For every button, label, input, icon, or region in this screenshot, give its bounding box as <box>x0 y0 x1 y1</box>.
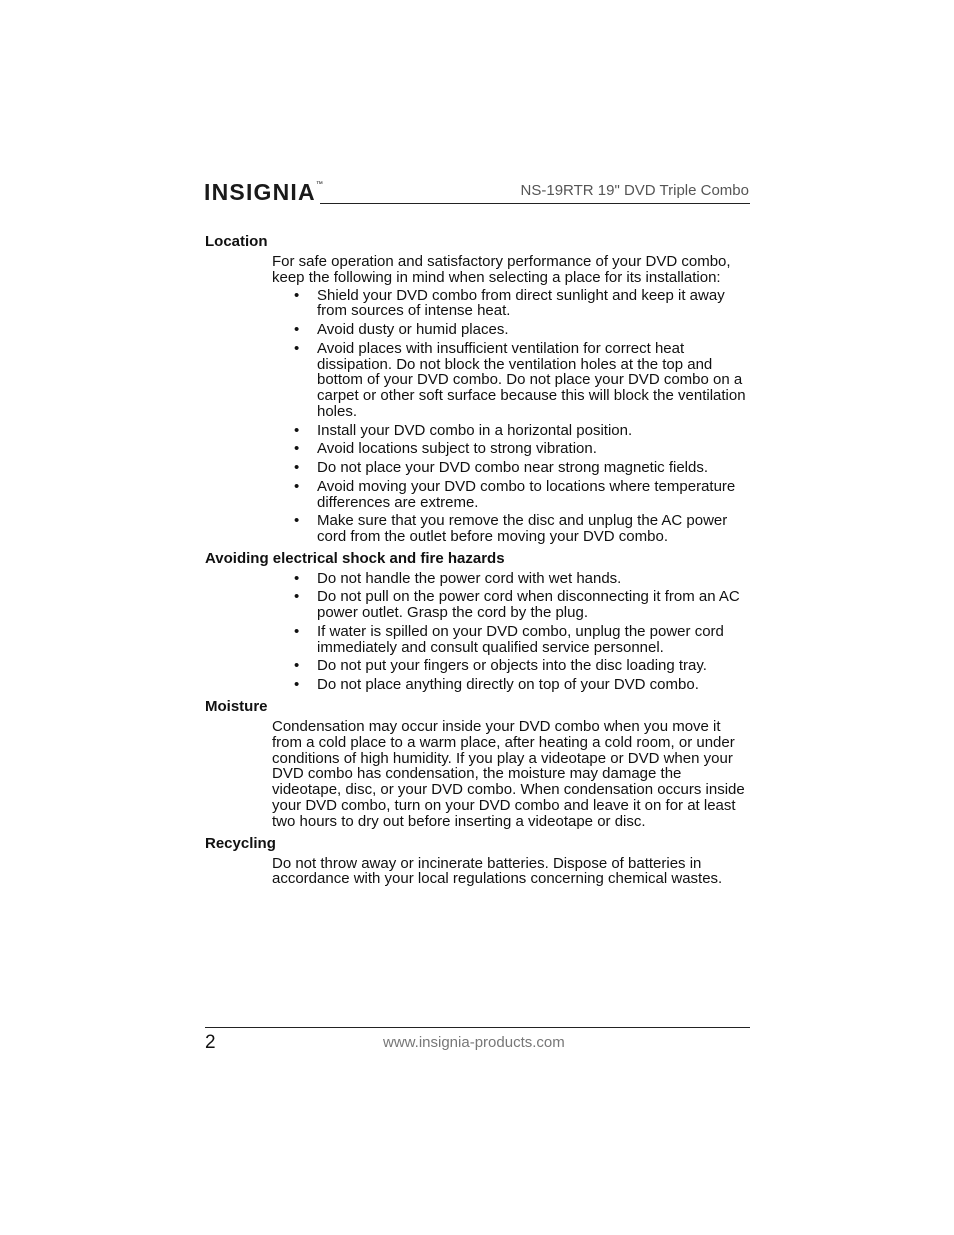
page-number: 2 <box>205 1032 216 1053</box>
header-title: NS-19RTR 19" DVD Triple Combo <box>520 182 749 199</box>
list-item-text: Do not place your DVD combo near strong magnetic fields. <box>317 459 709 477</box>
bullet-icon: • <box>294 459 300 477</box>
section-heading-shock: Avoiding electrical shock and fire hazards <box>205 549 505 567</box>
moisture-text: Condensation may occur inside your DVD combo when you move it from a cold place to a warm place, after heating a cold room, or under conditions of high humidity. If you play a videotape or DVD when your DVD combo has condensation, the moisture may damage the videotape, disc, or your DVD combo. When condensation occurs inside your DVD combo, turn on your DVD combo and leave it on for at least two hours to dry out before inserting a videotape or disc. <box>272 717 745 830</box>
list-item <box>272 322 750 338</box>
recycling-text: Do not throw away or incinerate batteries. Dispose of batteries in accordance with your local regulations concerning chemical wastes. <box>272 854 723 888</box>
list-item <box>272 341 750 420</box>
list-item <box>272 460 750 476</box>
list-item <box>272 658 750 674</box>
list-item-text: If water is spilled on your DVD combo, unplug the power cord immediately and consult qualified service personnel. <box>317 622 724 656</box>
list-item <box>272 479 750 511</box>
list-item <box>272 589 750 621</box>
logo-text: INSIGNIA <box>204 179 316 205</box>
list-item-text: Avoid dusty or humid places. <box>317 321 509 339</box>
section-shock <box>205 550 750 693</box>
location-intro: For safe operation and satisfactory performance of your DVD combo, keep the following in mind when selecting a place for its installation: <box>272 253 731 286</box>
section-recycling <box>205 835 750 888</box>
bullet-icon: • <box>294 676 300 694</box>
bullet-icon: • <box>294 512 300 530</box>
list-item <box>272 288 750 320</box>
section-heading-location: Location <box>205 233 268 250</box>
section-heading-recycling: Recycling <box>205 834 276 852</box>
list-item-text: Avoid places with insufficient ventilation for correct heat dissipation. Do not block the ventilation holes at the top and bottom of your DVD combo. Do not place your DVD combo on a carpet or other soft surface because this will block the ventilation holes. <box>317 339 746 420</box>
list-item <box>272 423 750 439</box>
section-heading-moisture: Moisture <box>205 697 268 715</box>
bullet-icon: • <box>294 622 300 640</box>
bullet-icon: • <box>294 321 300 339</box>
list-item-text: Do not pull on the power cord when disconnecting it from an AC power outlet. Grasp the cord by the plug. <box>317 588 740 622</box>
list-item-text: Make sure that you remove the disc and unplug the AC power cord from the outlet before moving your DVD combo. <box>317 512 728 545</box>
bullet-icon: • <box>294 477 300 495</box>
list-item <box>272 571 750 587</box>
list-item-text: Install your DVD combo in a horizontal position. <box>317 421 633 439</box>
bullet-icon: • <box>294 569 300 587</box>
section-moisture <box>205 698 750 830</box>
footer-url[interactable]: www.insignia-products.com <box>383 1034 565 1051</box>
location-bullet-list <box>272 288 750 545</box>
list-item <box>272 513 750 545</box>
bullet-icon: • <box>294 657 300 675</box>
list-item <box>272 624 750 656</box>
list-item-text: Avoid moving your DVD combo to locations where temperature differences are extreme. <box>317 477 736 511</box>
list-item-text: Shield your DVD combo from direct sunlight and keep it away from sources of intense heat. <box>317 286 725 320</box>
footer-divider <box>205 1027 750 1028</box>
list-item-text: Do not put your fingers or objects into the disc loading tray. <box>317 657 707 675</box>
bullet-icon: • <box>294 440 300 458</box>
list-item-text: Do not handle the power cord with wet hands. <box>317 569 622 587</box>
bullet-icon: • <box>294 588 300 606</box>
bullet-icon: • <box>294 421 300 439</box>
shock-bullet-list <box>272 571 750 693</box>
section-location <box>205 233 750 545</box>
list-item-text: Do not place anything directly on top of your DVD combo. <box>317 676 699 694</box>
header-divider <box>320 203 750 204</box>
bullet-icon: • <box>294 286 300 304</box>
trademark-mark: ™ <box>315 181 323 188</box>
bullet-icon: • <box>294 339 300 357</box>
page-content <box>205 233 750 892</box>
list-item-text: Avoid locations subject to strong vibration. <box>317 440 597 458</box>
list-item <box>272 677 750 693</box>
list-item <box>272 441 750 457</box>
insignia-logo <box>204 181 323 204</box>
